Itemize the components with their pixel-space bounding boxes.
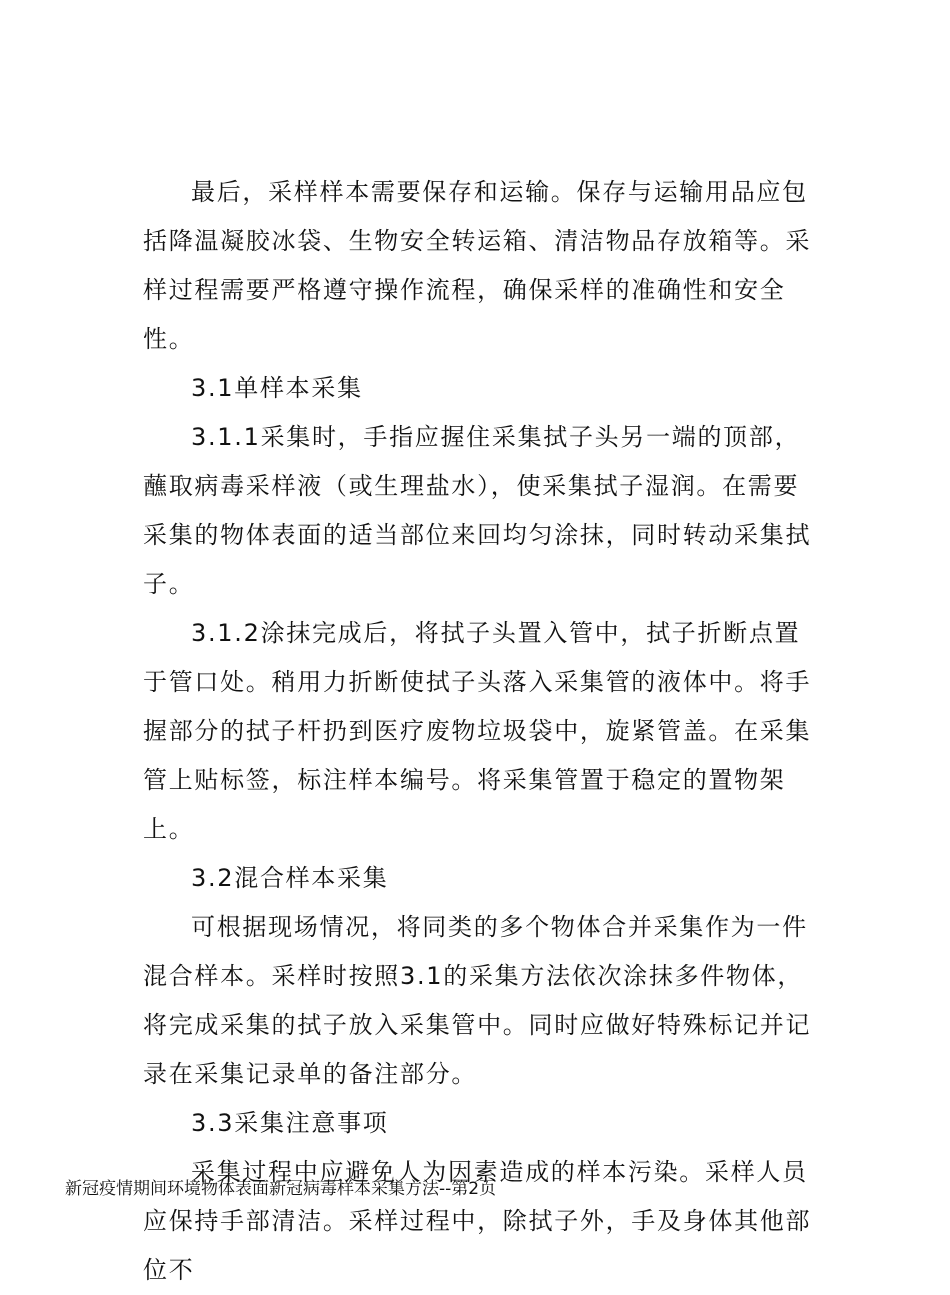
paragraph-mixed-sample: 可根据现场情况，将同类的多个物体合并采集作为一件混合样本。采样时按照3.1的采集方法依次涂抹多件物体，将完成采集的拭子放入采集管中。同时应做好特殊标记并记录在采集记录单的备注部分。 bbox=[143, 913, 812, 1088]
section-heading-single-sample: 3.1单样本采集 bbox=[191, 374, 363, 402]
paragraph-collection-step-1: 3.1.1采集时，手指应握住采集拭子头另一端的顶部，蘸取病毒采样液（或生理盐水），使采集拭子湿润。在需要采集的物体表面的适当部位来回均匀涂抹，同时转动采集拭子。 bbox=[143, 423, 812, 598]
section-heading-precautions: 3.3采集注意事项 bbox=[191, 1109, 389, 1137]
page-footer: 新冠疫情期间环境物体表面新冠病毒样本采集方法--第2页 bbox=[65, 1179, 497, 1199]
paragraph-storage-transport: 最后，采样样本需要保存和运输。保存与运输用品应包括降温凝胶冰袋、生物安全转运箱、清洁物品存放箱等。采样过程需要严格遵守操作流程，确保采样的准确性和安全性。 bbox=[143, 178, 812, 353]
section-heading-mixed-sample: 3.2混合样本采集 bbox=[191, 864, 389, 892]
paragraph-precautions: 采集过程中应避免人为因素造成的样本污染。采样人员应保持手部清洁。采样过程中，除拭子外，手及身体其他部位不 bbox=[143, 1158, 812, 1284]
document-body bbox=[143, 168, 813, 1295]
paragraph-collection-step-2: 3.1.2涂抹完成后，将拭子头置入管中，拭子折断点置于管口处。稍用力折断使拭子头落入采集管的液体中。将手握部分的拭子杆扔到医疗废物垃圾袋中，旋紧管盖。在采集管上贴标签，标注样本编号。将采集管置于稳定的置物架上。 bbox=[143, 619, 812, 843]
